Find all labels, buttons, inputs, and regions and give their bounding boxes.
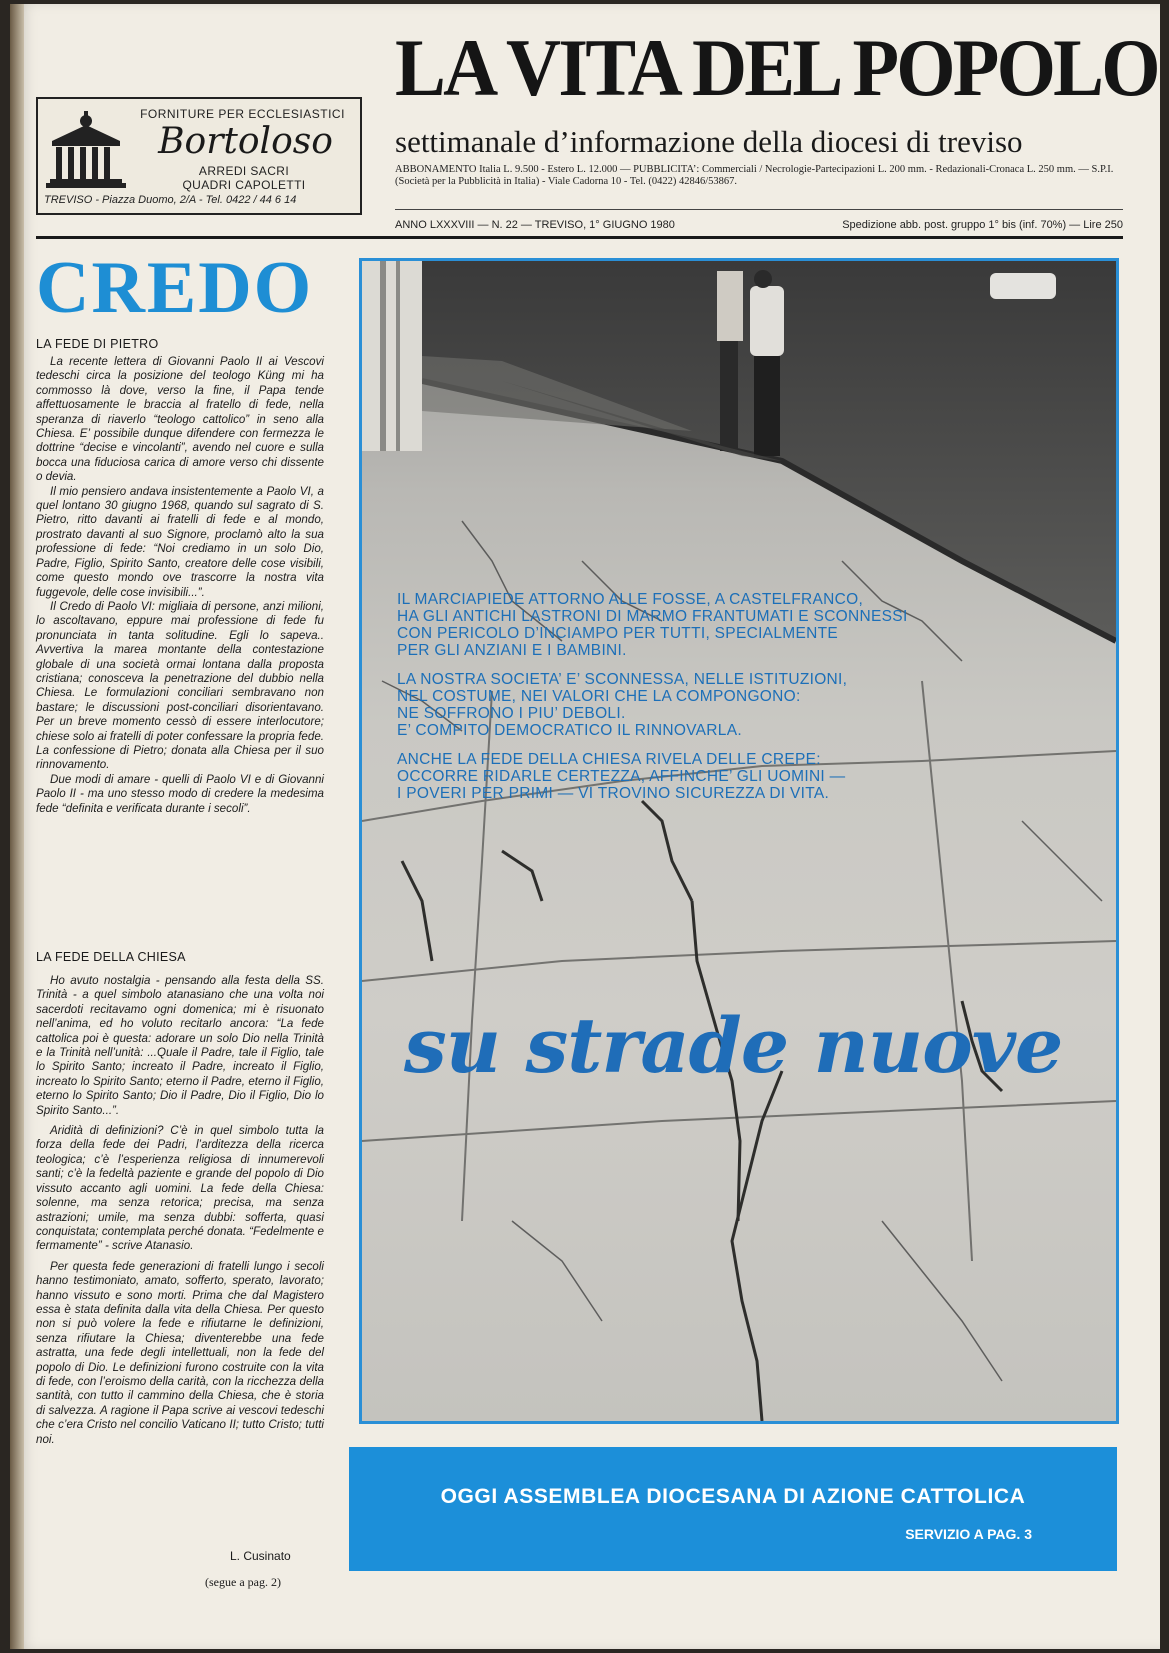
caption-paragraph: ANCHE LA FEDE DELLA CHIESA RIVELA DELLE CREPE: OCCORRE RIDARLE CERTEZZA, AFFINCHE’ GLI UOMINI — I POVERI PER PRIMI — VI TROVINO SICUREZZA DI VITA. [397, 751, 846, 802]
author-signature: L. Cusinato [230, 1549, 291, 1563]
ad-address: TREVISO - Piazza Duomo, 2/A - Tel. 0422 / 44 6 14 [44, 194, 297, 206]
newspaper-subtitle: settimanale d’informazione della diocesi di treviso [395, 124, 1023, 159]
paragraph: Ho avuto nostalgia - pensando alla festa della SS. Trinità - a quel simbolo atanasiano che una volta noi sacerdoti recitavamo ogni domenica; mi è risuonato nell’anima, ed ho voluto recitarlo ancora: “La fede cattolica poi è questa: adorare un solo Dio nella Trinità e la Trinità nell’unità: ...Quale il Padre, tale il Figlio, tale lo Spirito Santo; increato il Padre, increato il Figlio, increato lo Spirito Santo; eterno il Padre, eterno il Figlio, eterno lo Spirito Santo; Dio il Padre, Dio il Figlio, Dio lo Spirito Santo...”. [36, 974, 324, 1117]
section-heading-2: LA FEDE DELLA CHIESA [36, 950, 186, 964]
newspaper-page [10, 4, 1160, 1649]
paragraph: Per questa fede generazioni di fratelli lungo i secoli hanno testimoniato, amato, sofferto, sperato, lavorato; hanno vissuto e sono morti. Prima che dal Magistero essa è stata definita dalla vita della Chiesa. Per questo non si può volere la fede e rifiutarne le definizioni, senza rifiutare la Chiesa; diventerebbe una fede astratta, una fede degli intellettuali, non la fede del popolo di Dio. Le definizioni furono costruite con la vita di fede, con l’eroismo della carità, con la ricchezza della santità, con tutto il cammino della Chiesa, che è storia di salvezza. A ragione il Papa scrive ai vescovi tedeschi che c’era Cristo nel concilio Vaticano II; tutto Cristo; tutti noi. [36, 1259, 324, 1446]
caption-paragraph: IL MARCIAPIEDE ATTORNO ALLE FOSSE, A CASTELFRANCO, HA GLI ANTICHI LASTRONI DI MARMO FRANTUMATI E SCONNESSI CON PERICOLO D’INCIAMPO PER TUTTI, SPECIALMENTE PER GLI ANZIANI E I BAMBINI. [397, 591, 908, 659]
article-section-1 [36, 355, 324, 816]
banner-title: OGGI ASSEMBLEA DIOCESANA DI AZIONE CATTOLICA [440, 1485, 1026, 1508]
cracked-sidewalk-illustration [362, 261, 1116, 1421]
newspaper-title: LA VITA DEL POPOLO [395, 22, 1158, 113]
main-divider [36, 236, 1123, 239]
article-section-2 [36, 974, 324, 1447]
header-divider [395, 209, 1123, 210]
paragraph: Il Credo di Paolo VI: migliaia di persone, anzi milioni, lo ascoltavano, eppure mai professione di fede fu pronunciata in tanta solitudine. Egli lo sapeva.. Avvertiva la marea montante della contestazione globale di una società ormai lontana dalla proposta cristiana; conosceva la penetrazione del dubbio nella Chiesa. Le formulazioni conciliari sembravano non bastare; le discussioni post-conciliari disorientavano. Per un breve momento cessò di essere interlocutore; chiese solo ai fratelli di poter confessare la propria fede. La confessione di Pietro; donata alla Chiesa per il suo rinnovamento. [36, 599, 324, 772]
postal-info: Spedizione abb. post. gruppo 1° bis (inf. 70%) — Lire 250 [842, 219, 1123, 231]
issue-line [395, 219, 1123, 235]
paragraph: La recente lettera di Giovanni Paolo II ai Vescovi tedeschi circa la posizione del teologo Küng mi ha commosso là dove, verso la fine, il Papa tende affettuosamente le braccia al fratello di fede, nella speranza di riaverlo “teologo cattolico” in seno alla Chiesa. E’ possibile dunque difendere con fermezza le dottrine “decise e vincolanti”, avendo nel cuore e sulla bocca una fiduciosa carica di amore verso chi dissente o devia. [36, 355, 324, 484]
caption-paragraph: LA NOSTRA SOCIETA’ E’ SCONNESSA, NELLE ISTITUZIONI, NEL COSTUME, NEI VALORI CHE LA COMPONGONO: NE SOFFRONO I PIU’ DEBOLI. E’ COMPITO DEMOCRATICO IL RINNOVARLA. [397, 671, 848, 739]
section-heading-1: LA FEDE DI PIETRO [36, 337, 159, 351]
paragraph: Due modi di amare - quelli di Paolo VI e di Giovanni Paolo II - ma uno stesso modo di credere la medesima fede “definita e verificata durante i secoli”. [36, 772, 324, 815]
ad-line-1: ARREDI SACRI [198, 164, 290, 178]
cover-photo [359, 258, 1119, 1424]
article-title: CREDO [36, 247, 314, 329]
photo-headline: su strade nuove [404, 1001, 1063, 1090]
subscription-info: ABBONAMENTO Italia L. 9.500 - Estero L. 12.000 — PUBBLICITA’: Commerciali / Necrologie-Partecipazioni L. 200 mm. - Redazionali-Cronaca L. 250 mm. — S.P.I. (Società per la Pubblicità in Italia) - Viale Cadorna 10 - Tel. (0422) 42846/53867. [395, 164, 1114, 187]
issue-number: ANNO LXXXVIII — N. 22 — TREVISO, 1° GIUGNO 1980 [395, 219, 675, 231]
ad-brand-name: Bortoloso [158, 121, 333, 162]
advertisement-box [36, 97, 362, 215]
ad-line-2: QUADRI CAPOLETTI [182, 178, 306, 192]
announcement-banner [349, 1447, 1117, 1571]
church-icon [46, 111, 126, 189]
paragraph: Aridità di definizioni? C’è in quel simbolo tutta la forza della fede dei Padri, l’arditezza della ricerca teologica; c’è l’esperienza religiosa di innumerevoli santi; c’è la fedeltà paziente e grande del popolo di Dio vissuto accanto agli uomini. La fede della Chiesa: solenne, ma senza retorica; precisa, ma senza astrazioni; umile, ma senza dubbi: sofferta, quasi conquistata; contemplata perché donata. “Fedelmente e fermamente” - scrive Atanasio. [36, 1124, 324, 1253]
paragraph: Il mio pensiero andava insistentemente a Paolo VI, a quel lontano 30 giugno 1968, quando sul sagrato di S. Pietro, ritto davanti ai fratelli di fede e al mondo, prostrato davanti al suo Signore, proclamò alto la sua professione di fede: “Noi crediamo in un solo Dio, Padre, Figlio, Spirito Santo, creatore delle cose visibili, come questo mondo ove trascorre la nostra vita fuggevole, delle cose invisibili...”. [36, 484, 324, 599]
continued-note: (segue a pag. 2) [205, 1575, 281, 1589]
ad-tagline: FORNITURE PER ECCLESIASTICI [140, 107, 345, 121]
photo-caption [397, 591, 1017, 814]
binding-gutter [10, 4, 24, 1649]
banner-page-ref: SERVIZIO A PAG. 3 [905, 1526, 1032, 1542]
